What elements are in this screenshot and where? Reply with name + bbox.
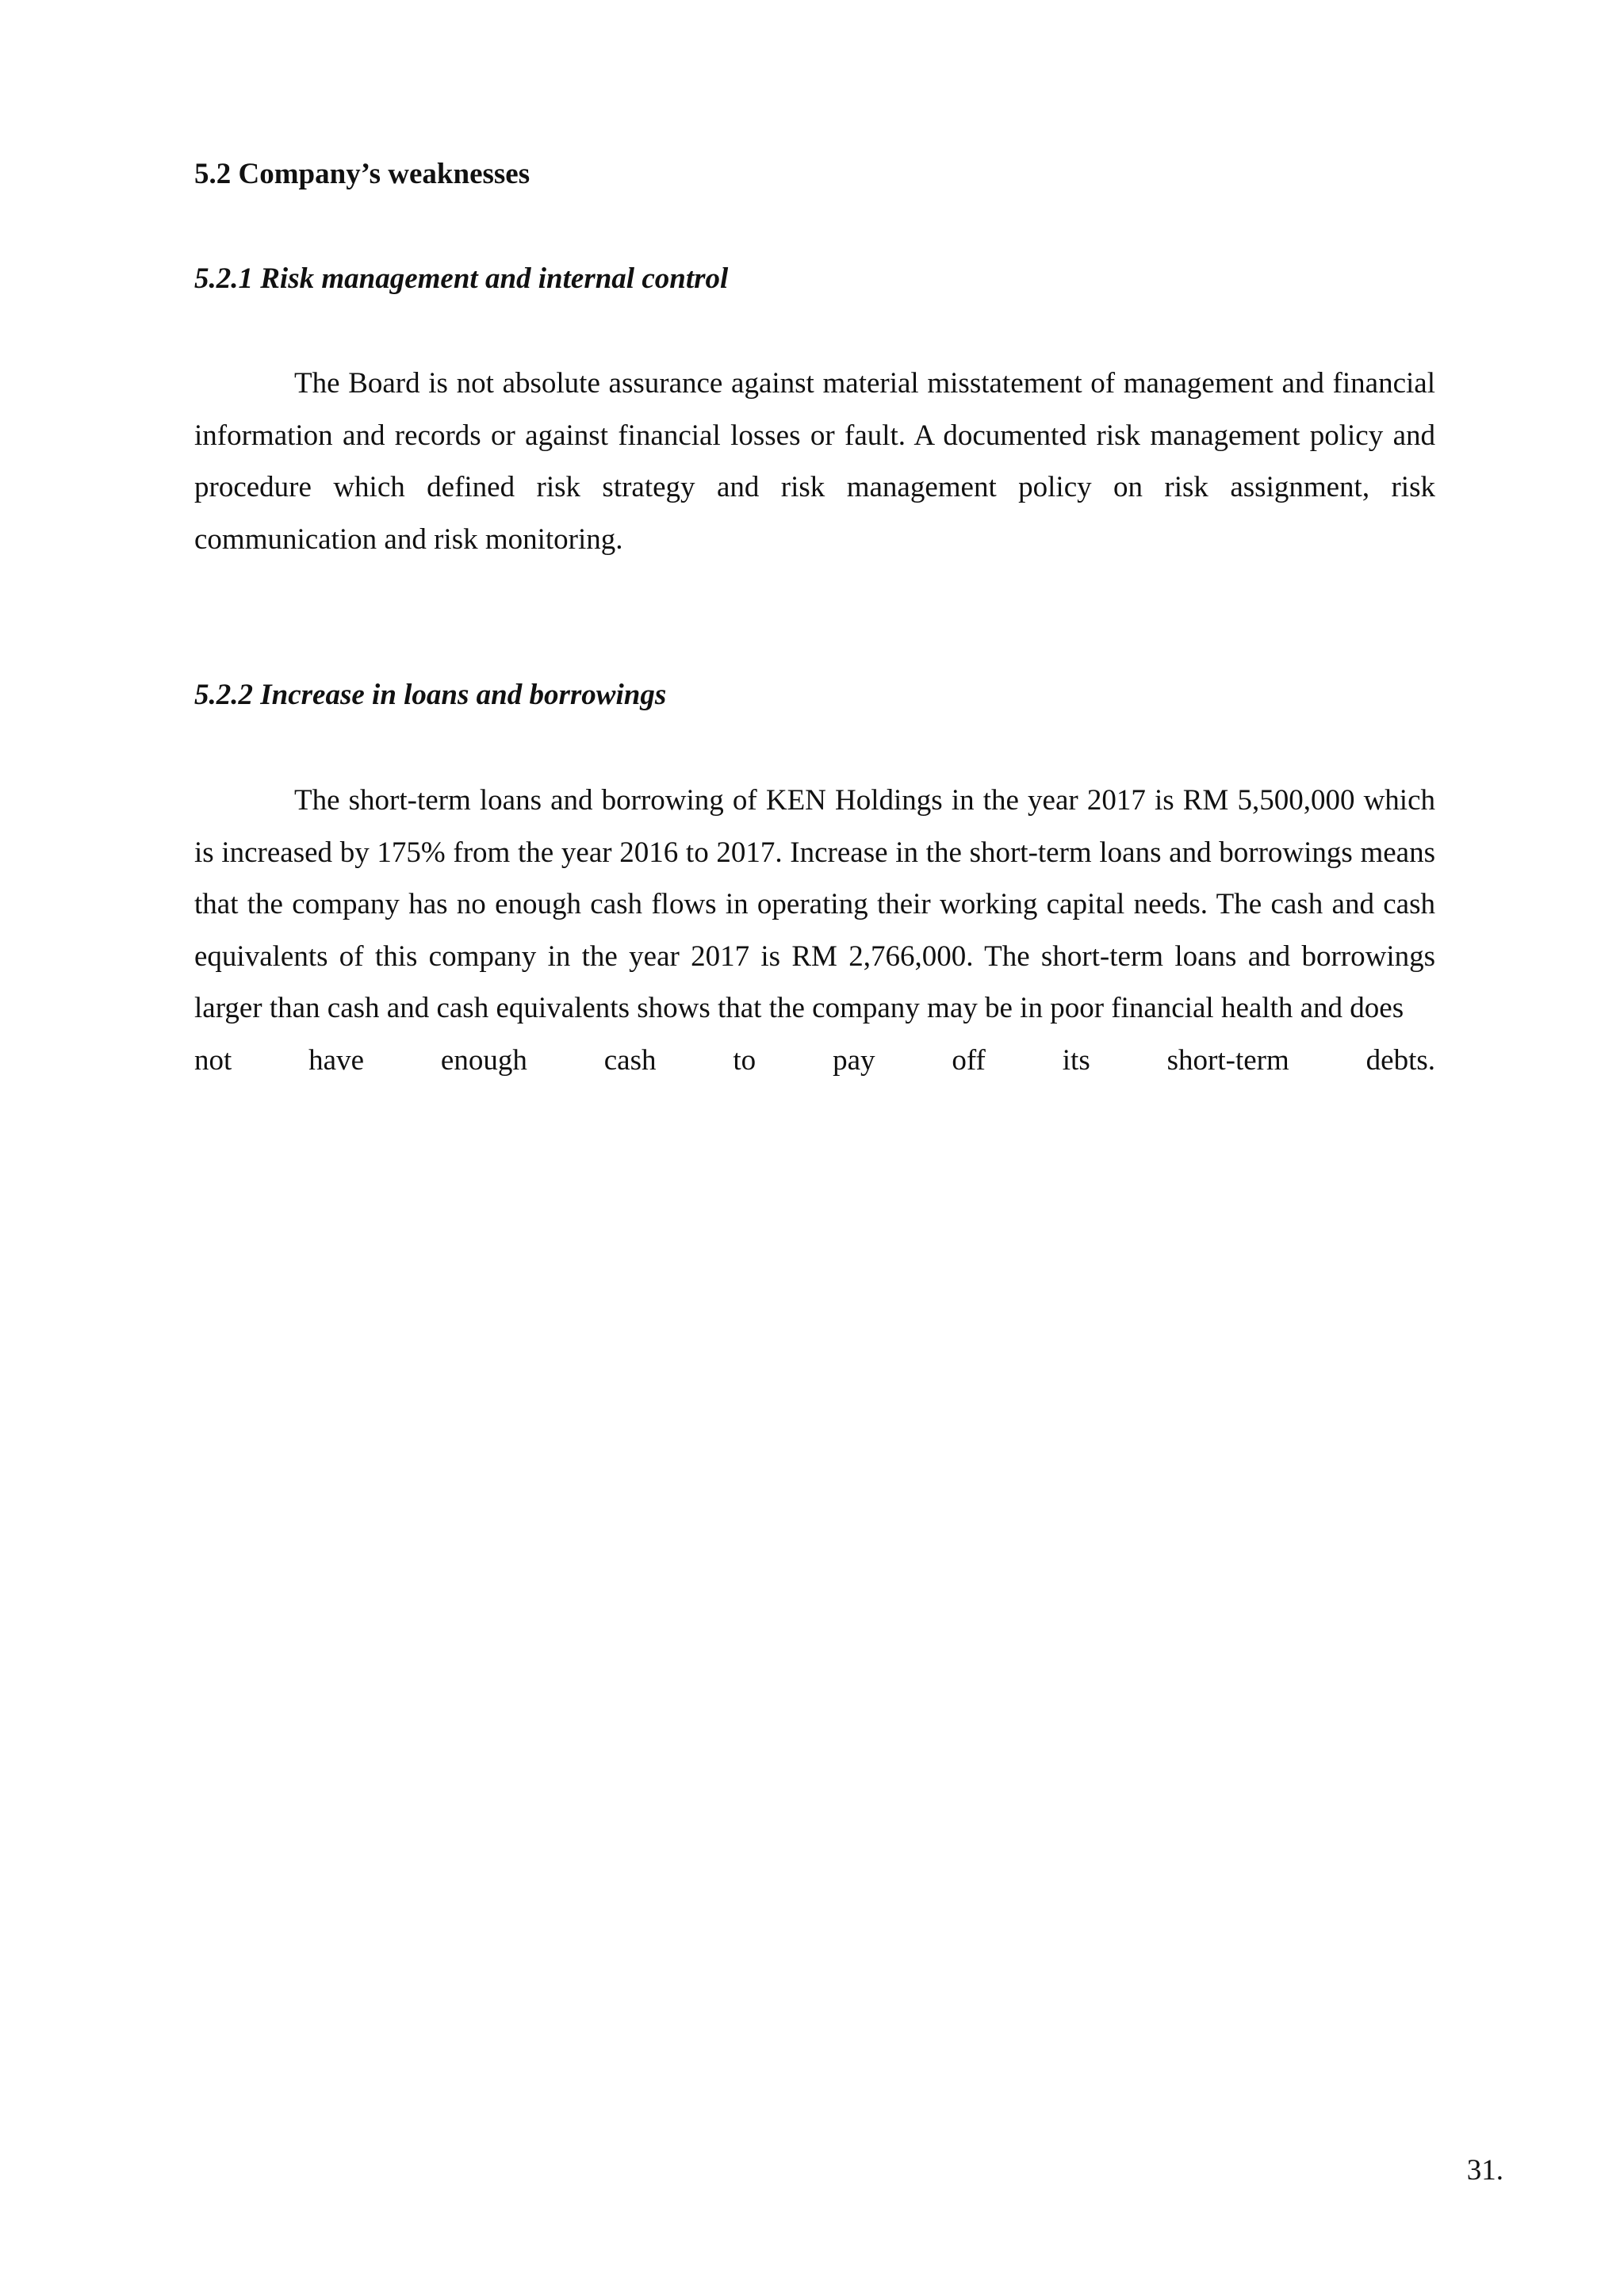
paragraph-loans-borrowings: The short-term loans and borrowing of KEN Holdings in the year 2017 is RM 5,500,000 which is increased by 175% from the year 2016 to 2017. Increase in the short-term loans and borrowings means that the company has no enough cash flows in operating their working capital needs. The cash and cash equivalents of this company in the year 2017 is RM 2,766,000. The short-term loans and borrowings larger than cash and cash equivalents shows that the company may be in poor financial health and does [194,784,1435,1024]
paragraph-risk-management: The Board is not absolute assurance against material misstatement of management and financial information and records or against financial losses or fault. A documented risk management policy and procedure which defined risk strategy and risk management policy on risk assignment, risk communication and risk monitoring. [194,367,1435,556]
page-number: 31. [1466,2154,1503,2187]
last-line-word: pay [833,1043,875,1077]
paragraph-last-line [194,1035,1435,1087]
last-line-word: have [308,1043,365,1077]
last-line-word: short-term [1166,1043,1289,1077]
last-line-word: not [194,1043,232,1077]
subsection-title-loans-borrowings: 5.2.2 Increase in loans and borrowings [194,679,667,711]
last-line-word: its [1062,1043,1090,1077]
last-line-word: debts. [1365,1043,1435,1077]
last-line-word: enough [440,1043,527,1077]
subsection-title-risk-management: 5.2.1 Risk management and internal control [194,262,729,295]
last-line-word: cash [603,1043,657,1077]
paragraph-loans-borrowings-block [194,775,1435,1086]
last-line-word: to [733,1043,756,1077]
section-heading: 5.2 Company’s weaknesses [194,158,530,190]
last-line-word: off [952,1043,986,1077]
